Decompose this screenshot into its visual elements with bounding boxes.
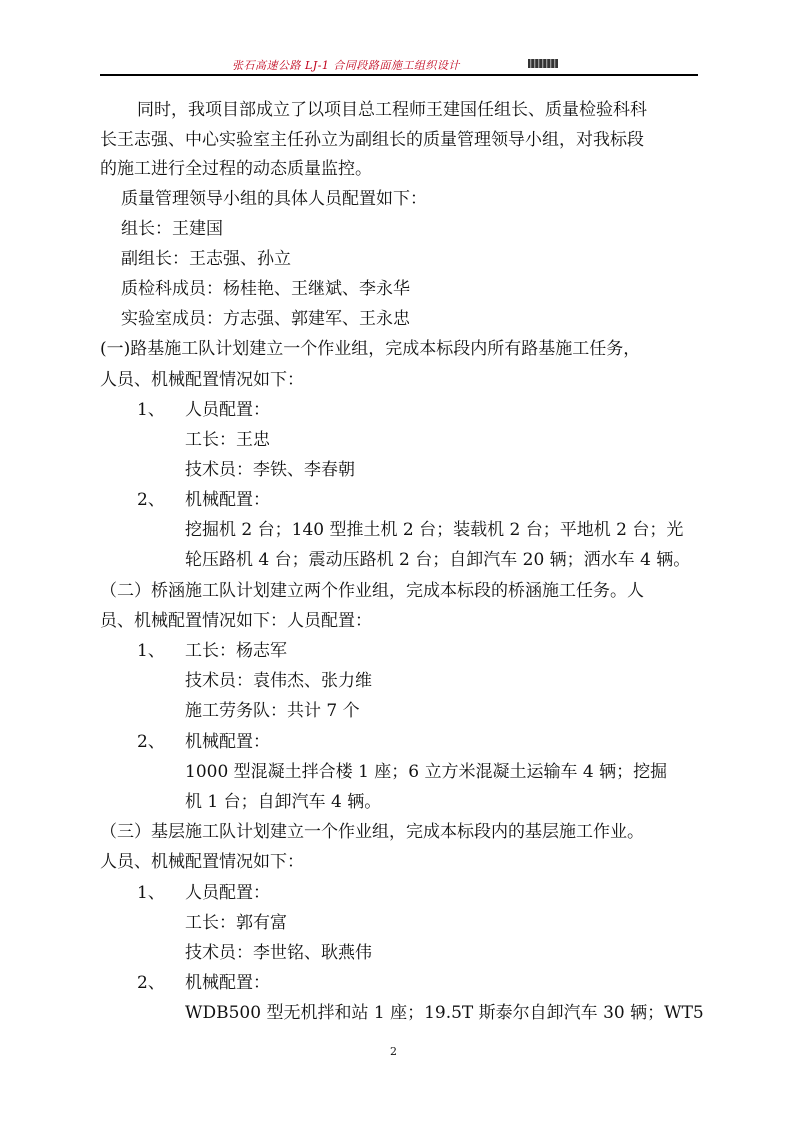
section3-intro: 人员、机械配置情况如下：	[100, 852, 304, 872]
section1-intro: 人员、机械配置情况如下：	[100, 370, 304, 390]
foreman-line: 工长：王忠	[185, 430, 270, 450]
list-number: 2、	[137, 490, 165, 510]
list-title: 机械配置：	[185, 490, 270, 510]
list-number: 2、	[137, 732, 165, 752]
paragraph-line: 同时，我项目部成立了以项目总工程师王建国任组长、质量检验科科	[137, 100, 647, 120]
paragraph-line: 长王志强、中心实验室主任孙立为副组长的质量管理领导小组，对我标段	[100, 130, 644, 150]
list-title: 机械配置：	[185, 973, 270, 993]
leader-line: 组长：王建国	[121, 219, 223, 239]
list-number: 1、	[137, 883, 165, 903]
qc-members-line: 质检科成员：杨桂艳、王继斌、李永华	[121, 279, 410, 299]
list-number: 1、	[137, 641, 165, 661]
paragraph-line: 的施工进行全过程的动态质量监控。	[100, 159, 372, 179]
labor-line: 施工劳务队：共计 7 个	[185, 701, 360, 721]
vice-leader-line: 副组长：王志强、孙立	[121, 249, 291, 269]
list-number: 1、	[137, 400, 165, 420]
tech-line: 技术员：李铁、李春朝	[185, 460, 355, 480]
list-number: 2、	[137, 973, 165, 993]
machines-line: WDB500 型无机拌和站 1 座；19.5T 斯泰尔自卸汽车 30 辆；WT5	[185, 1003, 704, 1023]
header-rule	[100, 74, 698, 76]
section2-intro: 员、机械配置情况如下：人员配置：	[100, 611, 372, 631]
list-title: 人员配置：	[185, 883, 270, 903]
foreman-line: 工长：杨志军	[185, 641, 287, 661]
paragraph-line: 质量管理领导小组的具体人员配置如下：	[121, 189, 427, 209]
section1-intro: (一)路基施工队计划建立一个作业组，完成本标段内所有路基施工任务，	[100, 339, 641, 359]
machines-line: 机 1 台；自卸汽车 4 辆。	[185, 792, 382, 812]
foreman-line: 工长：郭有富	[185, 913, 287, 933]
list-title: 机械配置：	[185, 732, 270, 752]
section2-intro: （二）桥涵施工队计划建立两个作业组，完成本标段的桥涵施工任务。人	[100, 581, 644, 601]
header-title: 张石高速公路 LJ-1 合同段路面施工组织设计	[232, 59, 460, 72]
tech-line: 技术员：袁伟杰、张力维	[185, 671, 372, 691]
header-logo-mark	[528, 59, 558, 68]
lab-members-line: 实验室成员：方志强、郭建军、王永忠	[121, 309, 410, 329]
list-title: 人员配置：	[185, 400, 270, 420]
machines-line: 轮压路机 4 台；震动压路机 2 台；自卸汽车 20 辆；洒水车 4 辆。	[185, 550, 691, 570]
machines-line: 挖掘机 2 台；140 型推土机 2 台；装载机 2 台；平地机 2 台；光	[185, 520, 684, 540]
section3-intro: （三）基层施工队计划建立一个作业组，完成本标段内的基层施工作业。	[100, 822, 644, 842]
tech-line: 技术员：李世铭、耿燕伟	[185, 943, 372, 963]
page-number: 2	[390, 1045, 397, 1058]
machines-line: 1000 型混凝土拌合楼 1 座；6 立方米混凝土运输车 4 辆；挖掘	[185, 762, 668, 782]
page-header	[100, 57, 698, 73]
